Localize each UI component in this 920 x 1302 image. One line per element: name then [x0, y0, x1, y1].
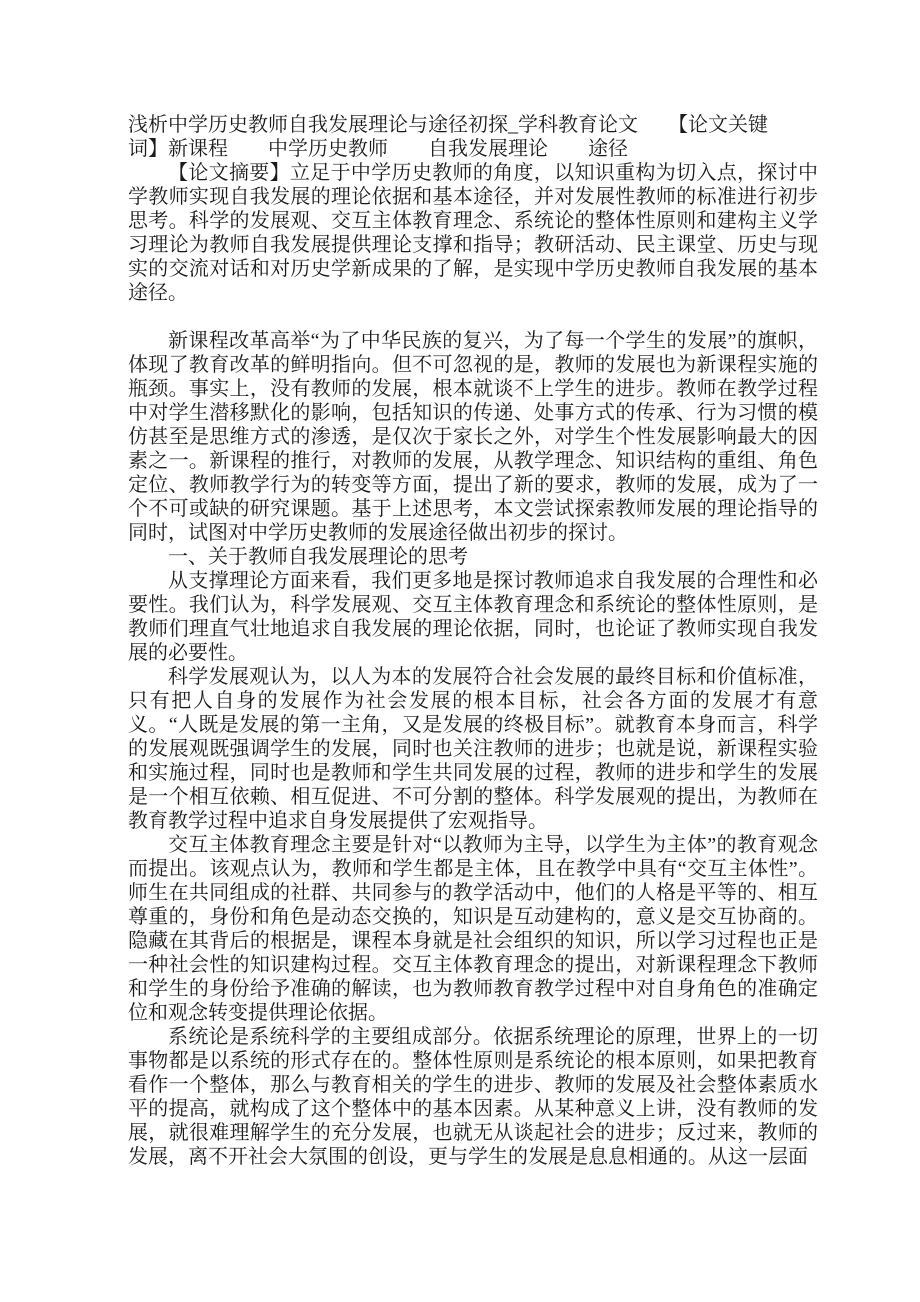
abstract-paragraph: 【论文摘要】立足于中学历史教师的角度，以知识重构为切入点，探讨中学教师实现自我发展的理论依据和基本途径，并对发展性教师的标准进行初步思考。科学的发展观、交互主体教育理念、系统论的整体性原则和建构主义学习理论为教师自我发展提供理论支撑和指导；教研活动、民主课堂、历史与现实的交流对话和对历史学新成果的了解，是实现中学历史教师自我发展的基本途径。 — [128, 162, 818, 304]
title-and-keywords: 浅析中学历史教师自我发展理论与途径初探_学科教育论文 【论文关键词】新课程 中学历史教师 自我发展理论 途径 — [128, 114, 768, 160]
section-1-paragraph-4: 系统论是系统科学的主要组成部分。依据系统理论的原理，世界上的一切事物都是以系统的形式存在的。整体性原则是系统论的根本原则，如果把教育看作一个整体，那么与教育相关的学生的进步、教师的发展及社会整体素质水平的提高，就构成了这个整体中的基本因素。从某种意义上讲，没有教师的发展，就很难理解学生的充分发展，也就无从谈起社会的进步；反过来，教师的发展，离不开社会大氛围的创设，更与学生的发展是息息相通的。从这一层面 — [128, 1026, 818, 1168]
section-1-paragraph-1: 从支撑理论方面来看，我们更多地是探讨教师追求自我发展的合理性和必要性。我们认为，科学发展观、交互主体教育理念和系统论的整体性原则，是教师们理直气壮地追求自我发展的理论依据，同时，也论证了教师实现自我发展的必要性。 — [128, 570, 818, 664]
intro-paragraph: 新课程改革高举“为了中华民族的复兴，为了每一个学生的发展”的旗帜，体现了教育改革的鲜明指向。但不可忽视的是，教师的发展也为新课程实施的瓶颈。事实上，没有教师的发展，根本就谈不上学生的进步。教师在教学过程中对学生潜移默化的影响，包括知识的传递、处事方式的传承、行为习惯的模仿甚至是思维方式的渗透，是仅次于家长之外，对学生个性发展影响最大的因素之一。新课程的推行，对教师的发展，从教学理念、知识结构的重组、角色定位、教师教学行为的转变等方面，提出了新的要求，教师的发展，成为了一个不可或缺的研究课题。基于上述思考，本文尝试探索教师发展的理论指导的同时，试图对中学历史教师的发展途径做出初步的探讨。 — [128, 330, 818, 544]
section-1-paragraph-3: 交互主体教育理念主要是针对“以教师为主导，以学生为主体”的教育观念而提出。该观点认为，教师和学生都是主体，且在教学中具有“交互主体性”。师生在共同组成的社群、共同参与的教学活动中，他们的人格是平等的、相互尊重的，身份和角色是动态交换的，知识是互动建构的，意义是交互协商的。隐藏在其背后的根据是，课程本身就是社会组织的知识，所以学习过程也正是一种社会性的知识建构过程。交互主体教育理念的提出，对新课程理念下教师和学生的身份给予准确的解读，也为教师教育教学过程中对自身角色的准确定位和观念转变提供理论依据。 — [128, 834, 818, 1024]
section-1-heading: 一、关于教师自我发展理论的思考 — [168, 546, 468, 568]
section-1-paragraph-2: 科学发展观认为，以人为本的发展符合社会发展的最终目标和价值标准，只有把人自身的发展作为社会发展的根本目标，社会各方面的发展才有意义。“人既是发展的第一主角，又是发展的终极目标”。就教育本身而言，科学的发展观既强调学生的发展，同时也关注教师的进步；也就是说，新课程实验和实施过程，同时也是教师和学生共同发展的过程，教师的进步和学生的发展是一个相互依赖、相互促进、不可分割的整体。科学发展观的提出，为教师在教育教学过程中追求自身发展提供了宏观指导。 — [128, 666, 818, 832]
document-body — [128, 113, 818, 1169]
